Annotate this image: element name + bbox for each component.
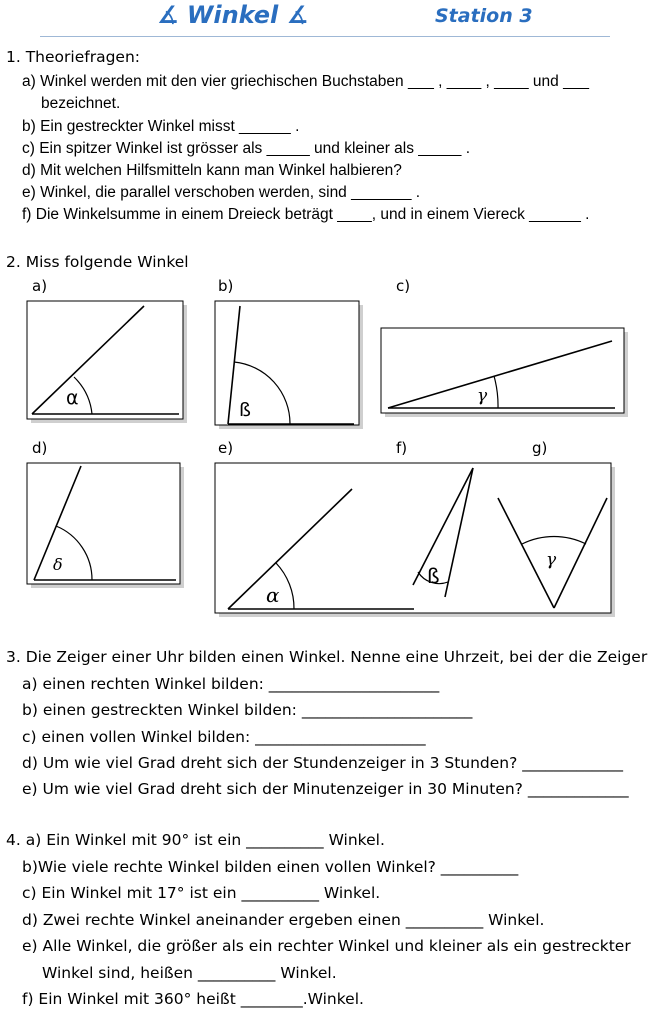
page-title: ∡ Winkel ∡ — [157, 1, 309, 29]
section3-heading: 3. Die Zeiger einer Uhr bilden einen Winkel. Nenne eine Uhrzeit, bei der die Zeiger — [6, 648, 648, 666]
q4-c: c) Ein Winkel mit 17° ist ein __________ Winkel. — [22, 884, 381, 902]
q1-d: d) Mit welchen Hilfsmitteln kann man Winkel halbieren? — [22, 162, 402, 179]
angle-figure-a — [26, 300, 190, 424]
alpha-a-text: α — [66, 387, 79, 409]
q3-d: d) Um wie viel Grad dreht sich der Stundenzeiger in 3 Stunden? _____________ — [22, 754, 624, 772]
label-b: b) — [218, 277, 234, 295]
q3-b: b) einen gestreckten Winkel bilden: ______________________ — [22, 701, 473, 719]
q1-f: f) Die Winkelsumme in einem Dreieck beträgt ____, und in einem Viereck ______ . — [22, 206, 590, 223]
angle-figure-d — [26, 462, 186, 590]
station-label: Station 3 — [435, 5, 533, 27]
q3-e: e) Um wie viel Grad dreht sich der Minutenzeiger in 30 Minuten? _____________ — [22, 780, 629, 798]
section2-heading: 2. Miss folgende Winkel — [6, 253, 189, 271]
angle-figure-b — [214, 300, 364, 430]
q1-c: c) Ein spitzer Winkel ist grösser als _____ und kleiner als _____ . — [22, 140, 470, 157]
q4-d: d) Zwei rechte Winkel aneinander ergeben einen __________ Winkel. — [22, 911, 545, 929]
label-g: g) — [532, 439, 548, 457]
gamma-c-text: γ — [477, 386, 488, 406]
q3-a: a) einen rechten Winkel bilden: ______________________ — [22, 675, 440, 693]
q4-b: b)Wie viele rechte Winkel bilden einen vollen Winkel? __________ — [22, 858, 519, 876]
q3-c: c) einen vollen Winkel bilden: ______________________ — [22, 728, 426, 746]
beta-f-text: ß — [427, 564, 440, 588]
label-c: c) — [396, 277, 411, 295]
q4-a: 4. a) Ein Winkel mit 90° ist ein __________ Winkel. — [6, 831, 385, 849]
angle-figure-efg — [214, 462, 616, 618]
beta-b-text: ß — [239, 399, 251, 421]
q1-e: e) Winkel, die parallel verschoben werden, sind _______ . — [22, 184, 421, 201]
alpha-e-text: α — [266, 583, 280, 607]
q1-b: b) Ein gestreckter Winkel misst ______ . — [22, 118, 300, 135]
q4-e-line1: e) Alle Winkel, die größer als ein rechter Winkel und kleiner als ein gestreckter — [22, 937, 631, 955]
label-e: e) — [218, 439, 234, 457]
q4-e-line2: Winkel sind, heißen __________ Winkel. — [42, 964, 337, 982]
angle-figure-c — [380, 327, 630, 419]
q1-a-line1: a) Winkel werden mit den vier griechischen Buchstaben ___ , ____ , ____ und ___ — [22, 73, 589, 90]
gamma-g-text: γ — [546, 550, 557, 570]
q1-a-line2: bezeichnet. — [41, 95, 121, 112]
label-a: a) — [32, 277, 48, 295]
q4-f: f) Ein Winkel mit 360° heißt ________.Winkel. — [22, 990, 364, 1008]
label-d: d) — [32, 439, 48, 457]
delta-d-text: δ — [53, 555, 63, 574]
section1-heading: 1. Theoriefragen: — [6, 48, 140, 66]
label-f: f) — [396, 439, 408, 457]
header-rule — [40, 36, 610, 37]
